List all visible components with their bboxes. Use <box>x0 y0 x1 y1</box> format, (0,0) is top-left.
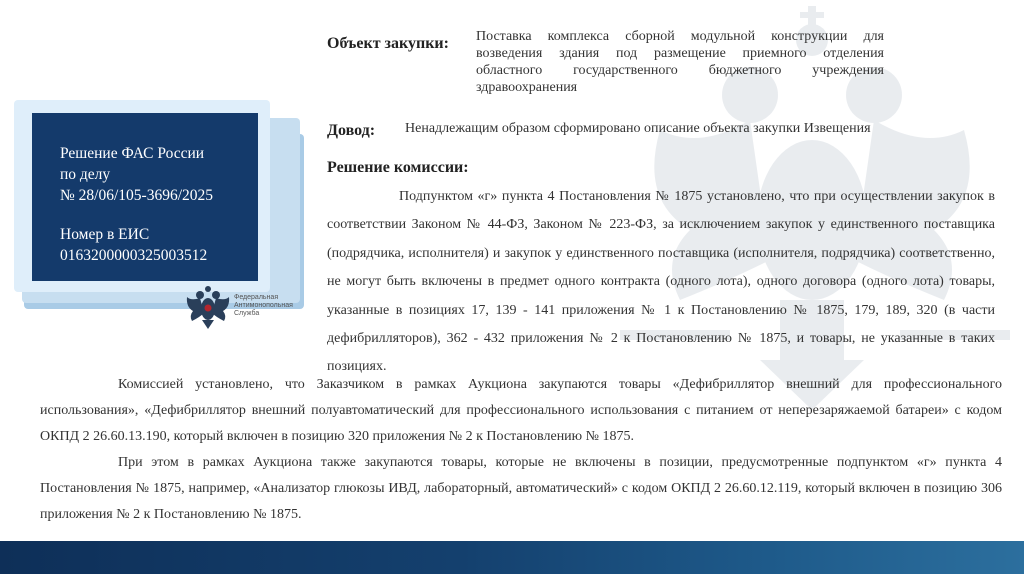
eis-label: Номер в ЕИС <box>60 226 150 243</box>
logo-line-1: Федеральная <box>234 294 279 301</box>
dovod-label: Довод: <box>327 122 376 139</box>
logo-line-2: Антимонопольная <box>234 302 293 309</box>
case-label: по делу <box>60 166 111 183</box>
fas-logo-text <box>234 294 293 318</box>
case-number: № 28/06/105-3696/2025 <box>60 187 213 204</box>
object-text: Поставка комплекса сборной модульной конструкции для возведения здания под размещение приемного отделения областного государственного бюджетного учреждения здравоохранения <box>476 29 884 95</box>
footer-bar <box>0 541 1024 574</box>
fas-logo <box>185 283 310 331</box>
decision-title: Решение ФАС России <box>60 145 205 162</box>
case-info-panel <box>32 113 258 281</box>
double-headed-eagle-icon <box>185 283 231 331</box>
decision-paragraph-2: Комиссией установлено, что Заказчиком в рамках Аукциона закупаются товары «Дефибриллятор внешний для профессионального использования», «Дефибриллятор внешний полуавтоматический для профессионального использования с питанием от неперезаряжаемой батареи» с кодом ОКПД 2 26.60.13.190, который включен в позицию 320 приложения № 2 к Постановлению № 1875. <box>40 377 1002 444</box>
decision-paragraph-3: При этом в рамках Аукциона также закупаются товары, которые не включены в позиции, предусмотренные подпунктом «г» пункта 4 Постановления № 1875, например, «Анализатор глюкозы ИВД, лабораторный, автоматический» с кодом ОКПД 2 26.60.12.119, который включен в позицию 306 приложения № 2 к Постановлению № 1875. <box>40 455 1002 522</box>
dovod-text: Ненадлежащим образом сформировано описание объекта закупки Извещения <box>405 121 871 136</box>
eis-number: 0163200000325003512 <box>60 247 208 264</box>
decision-label: Решение комиссии: <box>327 159 469 176</box>
decision-paragraph-1: Подпунктом «г» пункта 4 Постановления № 1875 установлено, что при осуществлении закупок в соответствии Законом № 44-ФЗ, Законом № 223-ФЗ, за исключением закупок у единственного поставщика (подрядчика, исполнителя) и закупок у единственного поставщика (исполнителя, подрядчика) соответственно, не могут быть включены в предмет одного контракта (одного лота), одного договора (одного лота) товары, указанные в позициях 17, 139 - 141 приложения № 1 к Постановлению № 1875, 179, 189, 320 (в части дефибрилляторов), 362 - 432 приложения № 2 к Постановлению № 1875, и товары, не указанные в таких позициях. <box>327 189 995 375</box>
object-label: Объект закупки: <box>327 35 449 52</box>
logo-line-3: Служба <box>234 310 260 317</box>
